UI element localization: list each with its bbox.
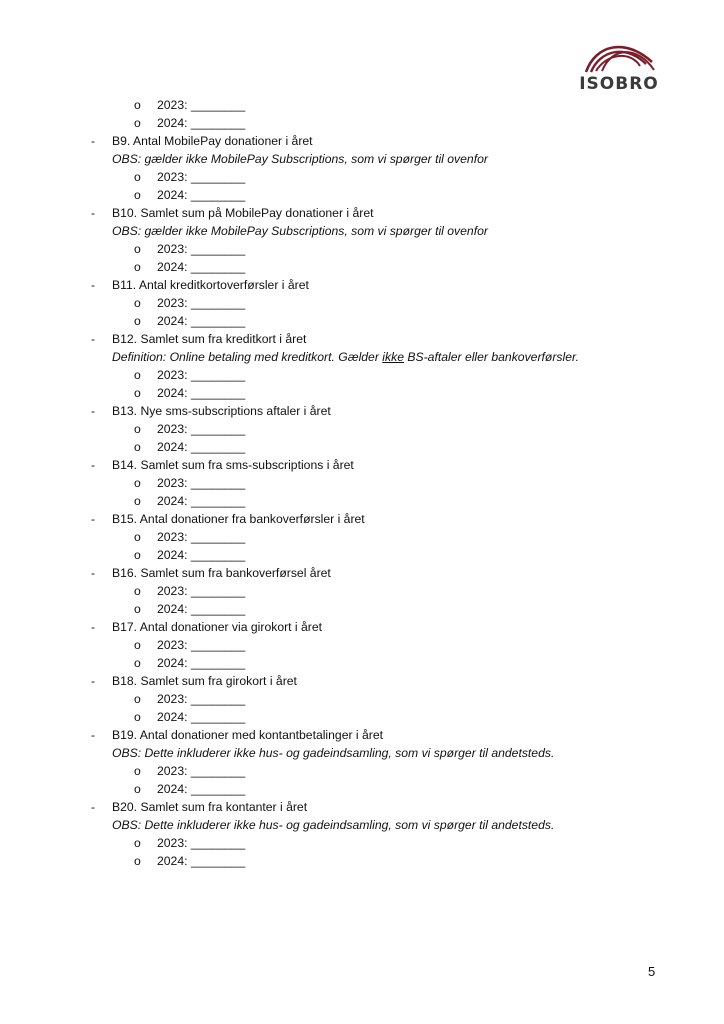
year-item: o 2023: ________ bbox=[134, 764, 246, 778]
section-note-b12: Definition: Online betaling med kreditkort. Gælder ikke BS-aftaler eller bankoverførsler. bbox=[112, 350, 579, 364]
circle-bullet: o bbox=[134, 98, 141, 112]
form-content bbox=[0, 96, 724, 870]
year-item: o 2023: ________ bbox=[134, 638, 246, 652]
year-item: o 2024: ________ bbox=[134, 548, 246, 562]
year-item: o 2023: ________ bbox=[134, 422, 246, 436]
section-heading-b20: - B20. Samlet sum fra kontanter i året bbox=[91, 800, 308, 814]
dash-bullet: - bbox=[91, 206, 96, 220]
isobro-logo bbox=[578, 40, 660, 96]
section-note-b10: OBS: gælder ikke MobilePay Subscriptions, som vi spørger til ovenfor bbox=[112, 224, 488, 238]
section-heading-b10: - B10. Samlet sum på MobilePay donationer i året bbox=[91, 206, 374, 220]
section-note-b20: OBS: Dette inkluderer ikke hus- og gadeindsamling, som vi spørger til andetsteds. bbox=[112, 818, 555, 832]
year-item: o 2023: ________ bbox=[134, 476, 246, 490]
dash-bullet: - bbox=[91, 620, 96, 634]
year-item: o 2023: ________ bbox=[134, 584, 246, 598]
year-item: o 2024: ________ bbox=[134, 314, 246, 328]
section-heading-b9: - B9. Antal MobilePay donationer i året bbox=[91, 134, 313, 148]
dash-bullet: - bbox=[91, 728, 96, 742]
top-item-2024 bbox=[0, 114, 724, 132]
dash-bullet: - bbox=[91, 278, 96, 292]
section-heading-b19: - B19. Antal donationer med kontantbetalinger i året bbox=[91, 728, 384, 742]
arch-logo-icon bbox=[582, 40, 656, 74]
year-item: o 2023: ________ bbox=[134, 836, 246, 850]
section-heading-b16: - B16. Samlet sum fra bankoverførsel året bbox=[91, 566, 331, 580]
top-item-2023 bbox=[0, 96, 724, 114]
year-item: o 2023: ________ bbox=[134, 170, 246, 184]
section-heading-b14: - B14. Samlet sum fra sms-subscriptions i året bbox=[91, 458, 354, 472]
dash-bullet: - bbox=[91, 332, 96, 346]
section-note-b19: OBS: Dette inkluderer ikke hus- og gadeindsamling, som vi spørger til andetsteds. bbox=[112, 746, 555, 760]
underlined-word: ikke bbox=[382, 350, 404, 364]
year-item: o 2023: ________ bbox=[134, 242, 246, 256]
section-heading-b17: - B17. Antal donationer via girokort i året bbox=[91, 620, 323, 634]
page-number: 5 bbox=[648, 964, 656, 979]
year-item: o 2024: ________ bbox=[134, 602, 246, 616]
year-item: o 2023: ________ bbox=[134, 296, 246, 310]
year-item: o 2024: ________ bbox=[134, 782, 246, 796]
dash-bullet: - bbox=[91, 458, 96, 472]
dash-bullet: - bbox=[91, 512, 96, 526]
year-item: o 2024: ________ bbox=[134, 440, 246, 454]
year-item: o 2023: ________ bbox=[134, 530, 246, 544]
section-heading-b12: - B12. Samlet sum fra kreditkort i året bbox=[91, 332, 307, 346]
section-note-b9: OBS: gælder ikke MobilePay Subscriptions, som vi spørger til ovenfor bbox=[112, 152, 488, 166]
section-heading-b18: - B18. Samlet sum fra girokort i året bbox=[91, 674, 297, 688]
year-item: o 2024: ________ bbox=[134, 260, 246, 274]
year-item: o 2024: ________ bbox=[134, 386, 246, 400]
logo-text: ISOBRO bbox=[579, 74, 659, 94]
dash-bullet: - bbox=[91, 404, 96, 418]
year-item: o 2024: ________ bbox=[134, 494, 246, 508]
year-field: 2023: ________ bbox=[157, 98, 246, 112]
section-heading-b11: - B11. Antal kreditkortoverførsler i året bbox=[91, 278, 309, 292]
year-item: o 2024: ________ bbox=[134, 854, 246, 868]
dash-bullet: - bbox=[91, 134, 96, 148]
year-item: o 2024: ________ bbox=[134, 710, 246, 724]
circle-bullet: o bbox=[134, 116, 141, 130]
year-item: o 2023: ________ bbox=[134, 692, 246, 706]
dash-bullet: - bbox=[91, 800, 96, 814]
section-heading-b13: - B13. Nye sms-subscriptions aftaler i året bbox=[91, 404, 331, 418]
year-field: 2024: ________ bbox=[157, 116, 246, 130]
section-heading-b15: - B15. Antal donationer fra bankoverførsler i året bbox=[91, 512, 365, 526]
dash-bullet: - bbox=[91, 566, 96, 580]
year-item: o 2023: ________ bbox=[134, 368, 246, 382]
dash-bullet: - bbox=[91, 674, 96, 688]
year-item: o 2024: ________ bbox=[134, 188, 246, 202]
year-item: o 2024: ________ bbox=[134, 656, 246, 670]
